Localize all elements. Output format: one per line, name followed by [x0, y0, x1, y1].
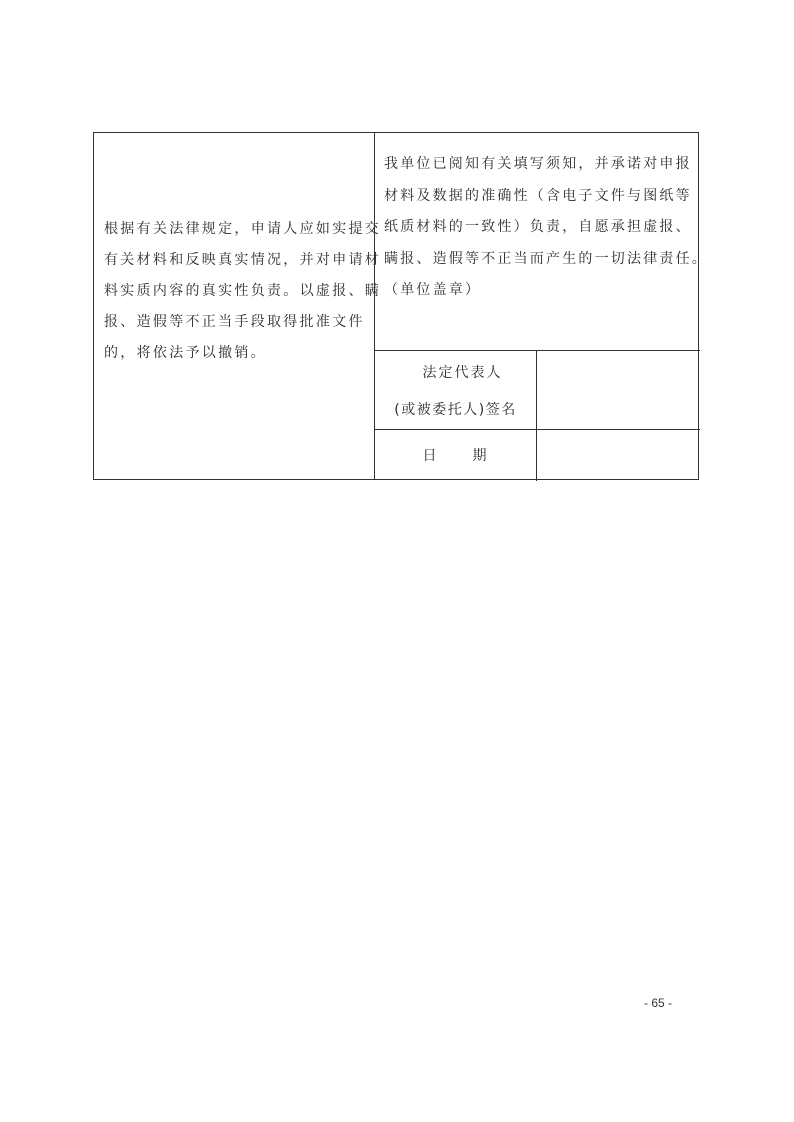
legal-representative-label: 法定代表人	[422, 365, 503, 381]
commitment-cell	[375, 133, 708, 351]
legal-notice-line: 料实质内容的真实性负责。以虚报、瞒	[104, 283, 382, 299]
legal-notice-text	[104, 214, 382, 369]
page-number: - 65 -	[644, 996, 673, 1010]
unit-seal-label: （单位盖章）	[384, 282, 482, 298]
legal-notice-line: 有关材料和反映真实情况，并对申请材	[104, 252, 382, 268]
legal-notice-line: 报、造假等不正当手段取得批准文件	[104, 314, 365, 330]
date-label-char: 期	[472, 448, 489, 464]
date-label-char: 日	[422, 448, 439, 464]
commitment-line: 纸质材料的一致性）负责，自愿承担虚报、	[384, 219, 692, 235]
commitment-line: 材料及数据的准确性（含电子文件与图纸等	[384, 187, 692, 204]
date-row	[375, 430, 700, 481]
signature-row	[375, 351, 700, 430]
legal-notice-line: 根据有关法律规定，申请人应如实提交	[104, 221, 382, 237]
delegate-signature-label: (或被委托人)签名	[394, 402, 517, 418]
date-label-cell	[375, 430, 537, 481]
commitment-line: 我单位已阅知有关填写须知，并承诺对申报	[384, 156, 692, 172]
date-label	[375, 445, 536, 465]
signature-field[interactable]	[537, 351, 700, 429]
legal-notice-cell	[94, 133, 382, 479]
commitment-line: 瞒报、造假等不正当而产生的一切法律责任。	[384, 250, 708, 267]
date-field[interactable]	[537, 430, 700, 481]
legal-notice-line: 的，将依法予以撤销。	[104, 345, 267, 361]
signature-label-cell	[375, 351, 537, 429]
commitment-text	[384, 149, 708, 307]
declaration-table	[93, 132, 708, 480]
